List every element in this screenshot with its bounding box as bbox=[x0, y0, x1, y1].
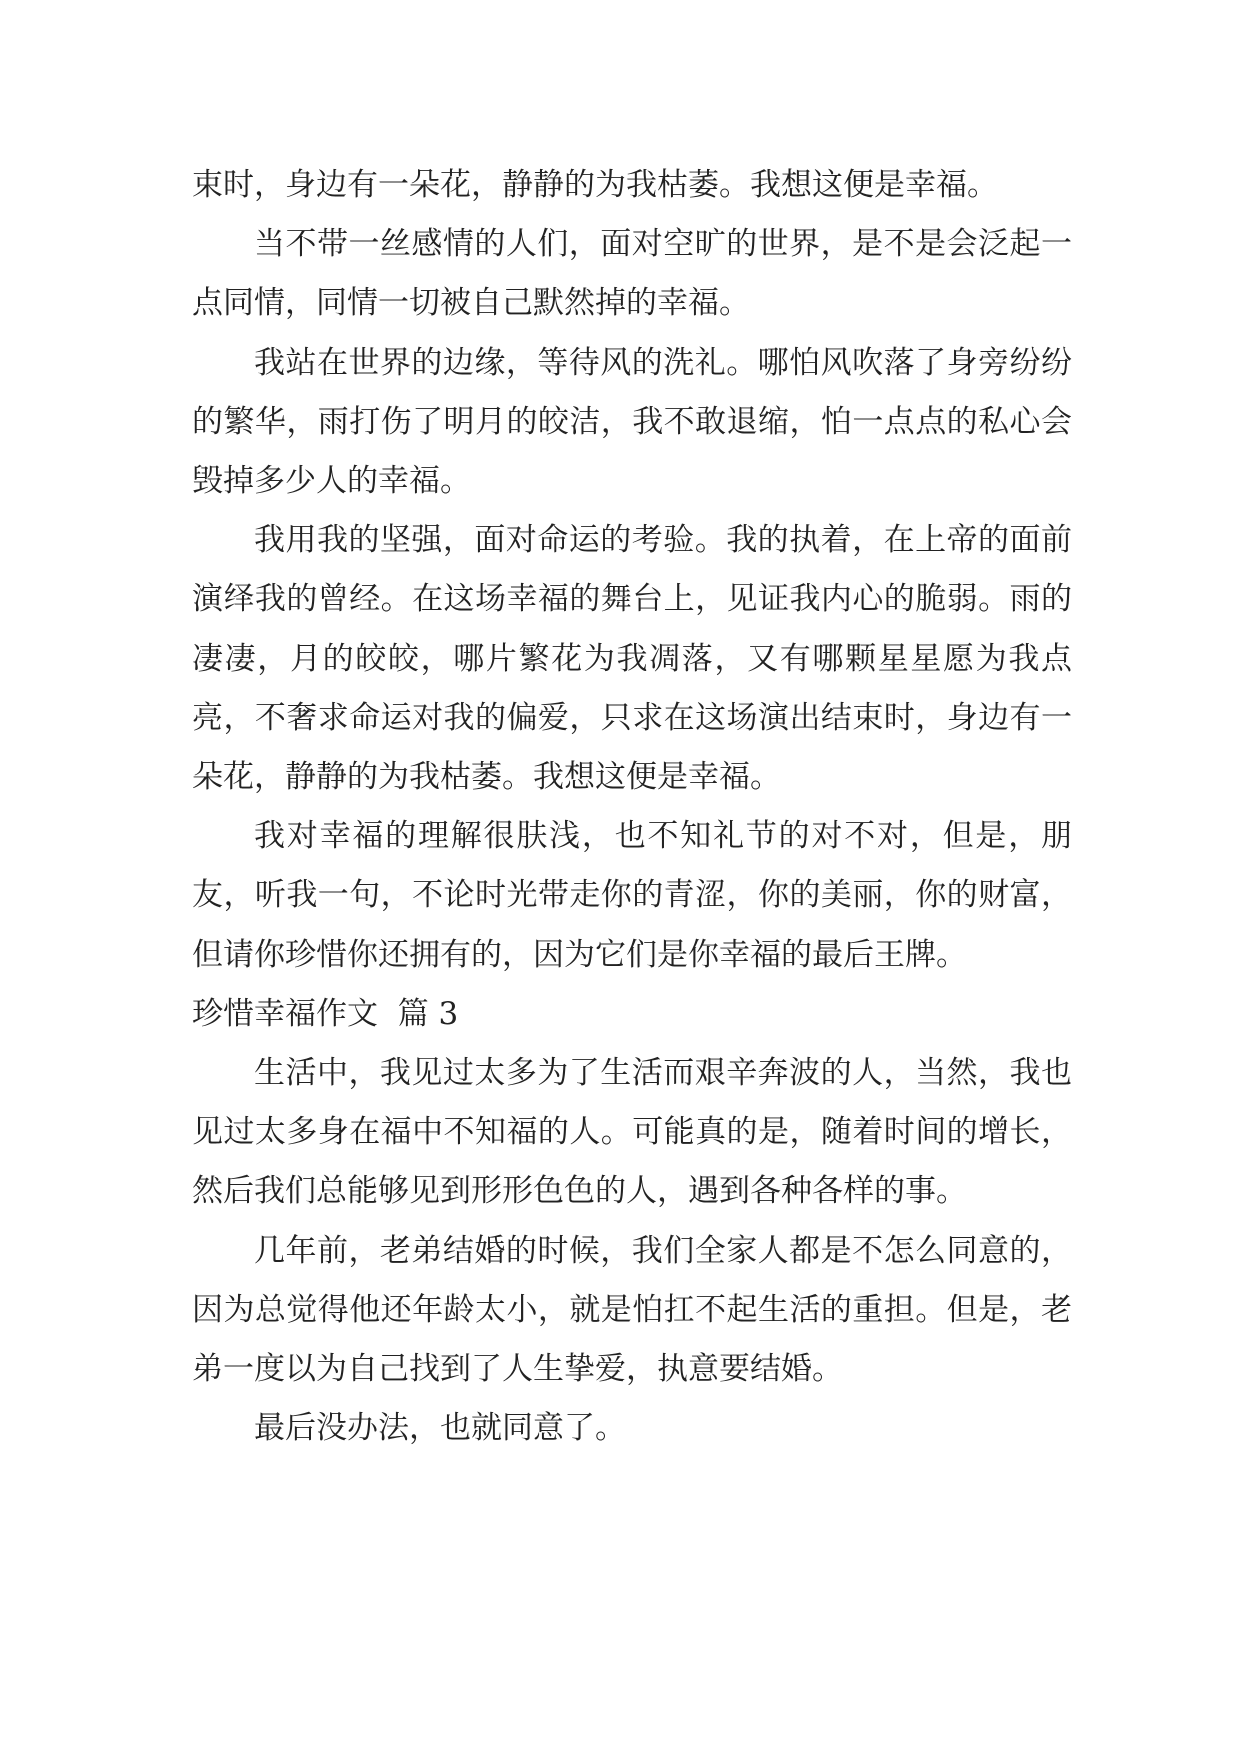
paragraph: 我用我的坚强，面对命运的考验。我的执着，在上帝的面前演绎我的曾经。在这场幸福的舞台上，见证我内心的脆弱。雨的凄凄，月的皎皎，哪片繁花为我凋落，又有哪颗星星愿为我点亮，不奢求命运对我的偏爱，只求在这场演出结束时，身边有一朵花，静静的为我枯萎。我想这便是幸福。 bbox=[192, 522, 1072, 796]
paragraph: 几年前，老弟结婚的时候，我们全家人都是不怎么同意的，因为总觉得他还年龄太小，就是怕扛不起生活的重担。但是，老弟一度以为自己找到了人生挚爱，执意要结婚。 bbox=[192, 1232, 1072, 1388]
paragraph: 最后没办法，也就同意了。 bbox=[254, 1410, 626, 1447]
paragraph: 我对幸福的理解很肤浅，也不知礼节的对不对，但是，朋友，听我一句，不论时光带走你的青涩，你的美丽，你的财富，但请你珍惜你还拥有的，因为它们是你幸福的最后王牌。 bbox=[192, 818, 1072, 973]
section-heading: 珍惜幸福作文 篇 3 bbox=[192, 995, 459, 1032]
paragraph-continuation: 束时，身边有一朵花，静静的为我枯萎。我想这便是幸福。 bbox=[192, 167, 998, 203]
paragraph: 当不带一丝感情的人们，面对空旷的世界，是不是会泛起一点同情，同情一切被自己默然掉的幸福。 bbox=[192, 226, 1072, 322]
paragraph: 生活中，我见过太多为了生活而艰辛奔波的人，当然，我也见过太多身在福中不知福的人。可能真的是，随着时间的增长，然后我们总能够见到形形色色的人，遇到各种各样的事。 bbox=[192, 1055, 1072, 1210]
paragraph: 我站在世界的边缘，等待风的洗礼。哪怕风吹落了身旁纷纷的繁华，雨打伤了明月的皎洁，我不敢退缩，怕一点点的私心会毁掉多少人的幸福。 bbox=[192, 344, 1072, 500]
document-body bbox=[192, 156, 1072, 1458]
